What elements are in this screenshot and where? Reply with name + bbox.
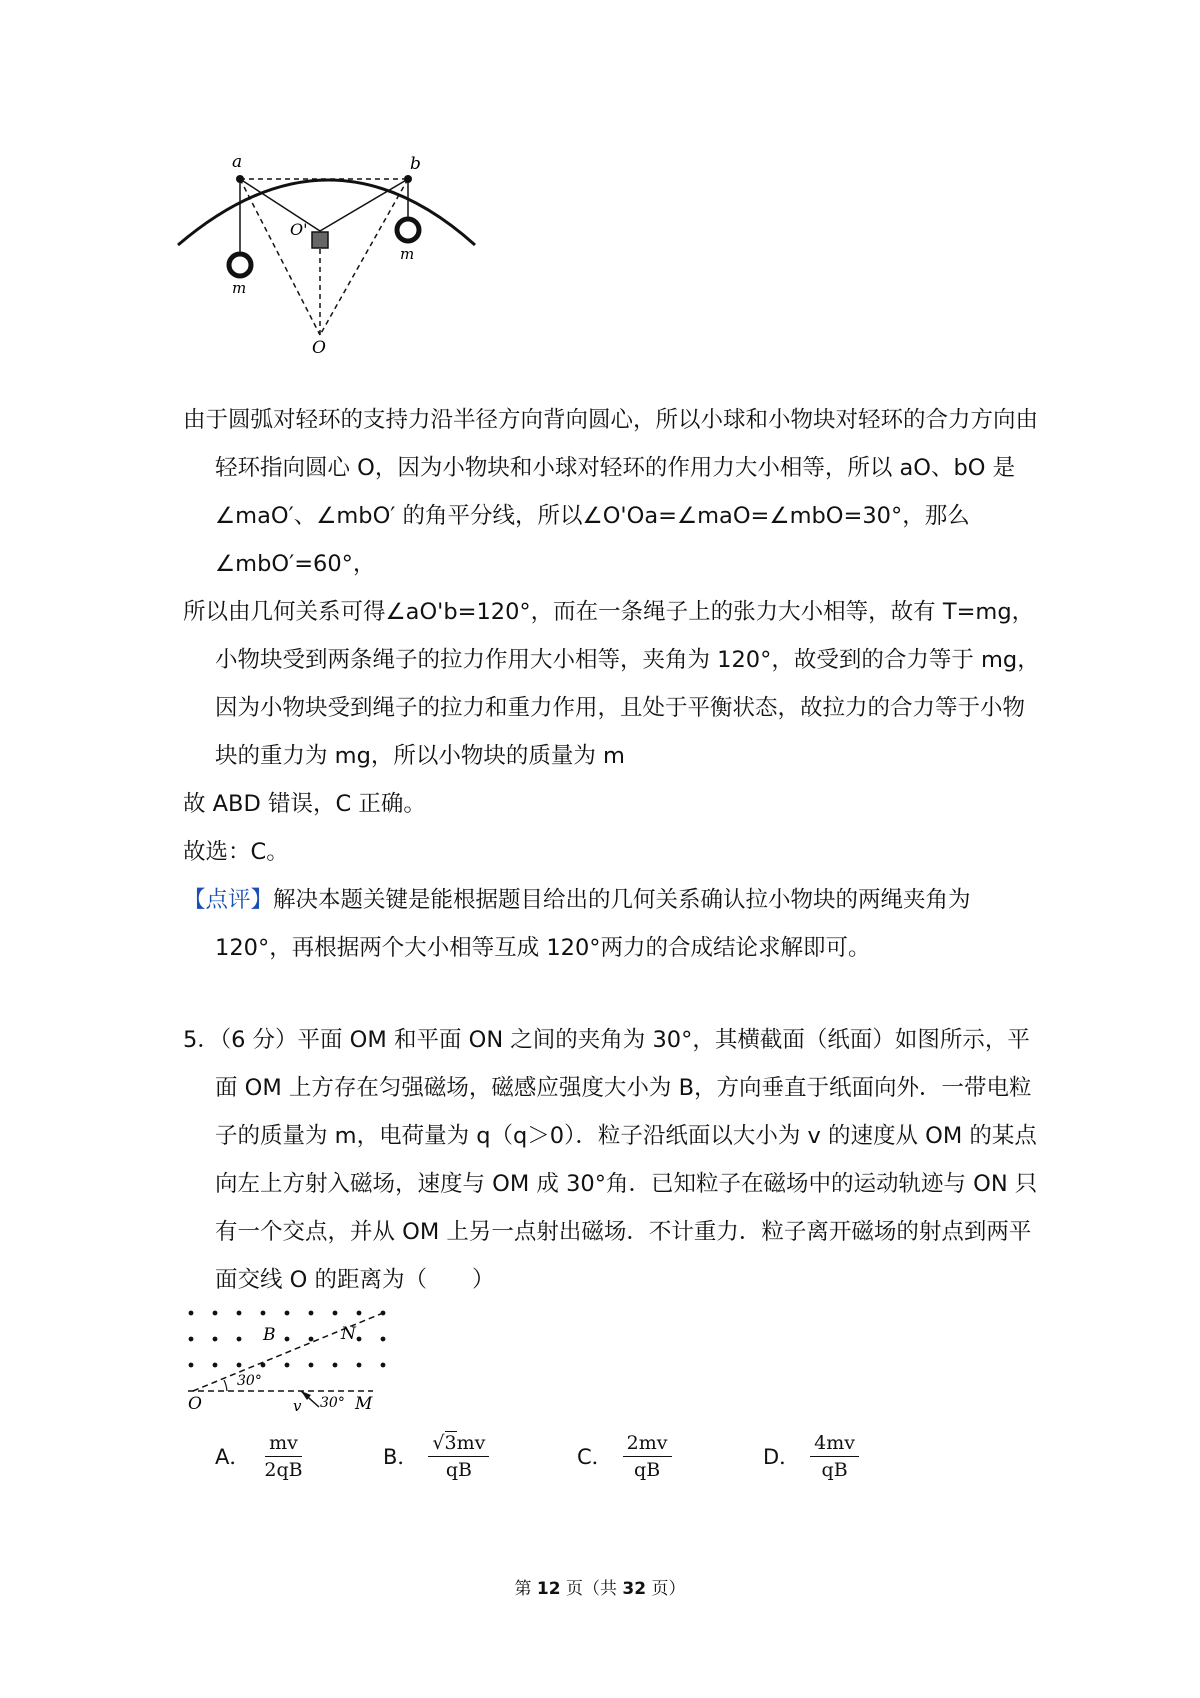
field-dot (285, 1337, 290, 1342)
analysis-block (183, 396, 1043, 972)
angle-bottom-label: 30° (320, 1395, 345, 1411)
page-footer: 第 12 页（共 32 页） (514, 1579, 686, 1599)
field-dot (261, 1311, 266, 1316)
review-text: 解决本题关键是能根据题目给出的几何关系确认拉小物块的两绳夹角为 120°，再根据两个大小相等互成 120°两力的合成结论求解即可。 (215, 887, 971, 961)
field-dot (189, 1311, 194, 1316)
option-a[interactable] (215, 1428, 307, 1484)
angle-top-label: 30° (237, 1373, 262, 1389)
question-stem: 5．（6 分）平面 OM 和平面 ON 之间的夹角为 30°，其横截面（纸面）如图所示，平面 OM 上方存在匀强磁场，磁感应强度大小为 B，方向垂直于纸面向外．一带电粒子的质量为 m，电荷量为 q（q＞0）．粒子沿纸面以大小为 v 的速度从 OM 的某点向左上方射入磁场，速度与 OM 成 30°角．已知粒子在磁场中的运动轨迹与 ON 只有一个交点，并从 OM 上另一点射出磁场．不计重力．粒子离开磁场的射点到两平面交线 O 的距离为（ ） (183, 1027, 1038, 1293)
field-dot (285, 1363, 290, 1368)
label-m-left: m (232, 279, 247, 297)
review-paragraph (183, 876, 1043, 972)
label-o: O (312, 338, 326, 358)
field-dot (213, 1363, 218, 1368)
field-dot (309, 1363, 314, 1368)
option-label: A． (215, 1445, 251, 1469)
field-dot (213, 1337, 218, 1342)
analysis-paragraph: 由于圆弧对轻环的支持力沿半径方向背向圆心，所以小球和小物块对轻环的合力方向由轻环指向圆心 O，因为小物块和小球对轻环的作用力大小相等，所以 aO、bO 是∠maO′、∠mbO′ 的角平分线，所以∠O'Oa=∠maO=∠mbO=30°，那么∠mbO′=60°， (183, 407, 1039, 577)
label-a: a (232, 155, 243, 172)
review-tag: 【点评】 (183, 887, 274, 913)
option-label: C． (577, 1445, 613, 1469)
option-c[interactable] (577, 1428, 672, 1484)
answer-options (215, 1428, 1015, 1484)
option-label: B． (383, 1445, 419, 1469)
field-dots (189, 1311, 386, 1368)
label-o-prime: O' (290, 220, 308, 239)
field-dot (189, 1363, 194, 1368)
option-b[interactable] (383, 1428, 489, 1484)
field-dot (237, 1337, 242, 1342)
field-dot (309, 1337, 314, 1342)
field-dot (381, 1337, 386, 1342)
label-o: O (188, 1394, 202, 1414)
question-5 (183, 1016, 1043, 1304)
label-v: v (293, 1397, 302, 1415)
page-number: 12 (536, 1579, 561, 1599)
fraction: $\frac{4mv}{qB}$ (810, 1432, 859, 1481)
field-dot (333, 1311, 338, 1316)
field-dot (189, 1337, 194, 1342)
field-dot (357, 1363, 362, 1368)
field-dot (237, 1363, 242, 1368)
option-d[interactable] (763, 1428, 859, 1484)
fraction: $\frac{√3mv}{qB}$ (428, 1432, 489, 1481)
field-dot (381, 1363, 386, 1368)
figure-arc-rings (170, 155, 490, 385)
field-dot (357, 1311, 362, 1316)
label-b: b (410, 155, 421, 174)
label-n: N (341, 1324, 356, 1344)
fraction: $\frac{2mv}{qB}$ (623, 1432, 672, 1481)
field-dot (357, 1337, 362, 1342)
field-dot (285, 1311, 290, 1316)
label-b-field: B (263, 1325, 276, 1345)
sqrt-icon: √ (432, 1431, 445, 1454)
label-m: M (355, 1394, 373, 1414)
analysis-paragraph: 所以由几何关系可得∠aO'b=120°，而在一条绳子上的张力大小相等，故有 T=mg，小物块受到两条绳子的拉力作用大小相等，夹角为 120°，故受到的合力等于 mg，因为小物块受到绳子的拉力和重力作用，且处于平衡状态，故拉力的合力等于小物块的重力为 mg，所以小物块的质量为 m (183, 599, 1040, 769)
field-dot (237, 1311, 242, 1316)
fraction: $\frac{mv}{2qB}$ (264, 1431, 303, 1481)
analysis-paragraph: 故 ABD 错误，C 正确。 (183, 791, 426, 817)
option-label: D． (763, 1445, 801, 1469)
page-total: 32 (622, 1579, 647, 1599)
field-dot (333, 1363, 338, 1368)
figure-magnetic-field (183, 1303, 413, 1418)
field-dot (213, 1311, 218, 1316)
label-m-right: m (400, 245, 415, 263)
analysis-paragraph: 故选：C。 (183, 839, 289, 865)
field-dot (309, 1311, 314, 1316)
